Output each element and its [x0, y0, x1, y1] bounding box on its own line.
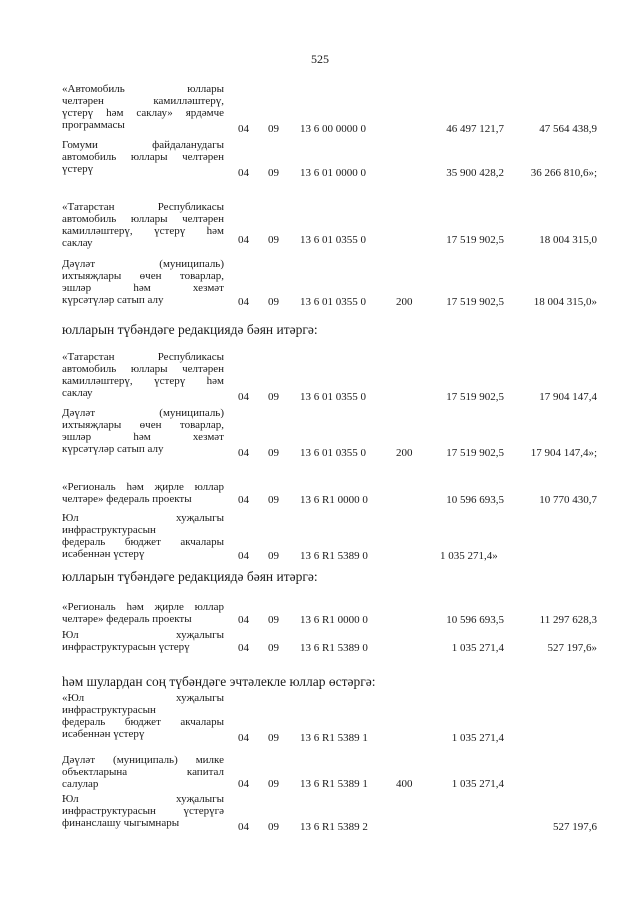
table-group-3: [0, 601, 640, 669]
name-line: исәбеннән үстерү: [62, 728, 145, 740]
instruction-add: һәм шулардан соң түбәндәге эчтәлекле юллар өстәргә:: [62, 674, 376, 689]
row-name: [62, 754, 224, 790]
row-name: [62, 258, 224, 306]
table-group-2: [0, 351, 640, 562]
section-code: 04: [238, 123, 249, 135]
subsection-code: 09: [268, 123, 279, 135]
name-line: ихтыяҗлары өчен товарлар,: [62, 270, 224, 282]
amount-year-1: 1 035 271,4: [451, 732, 504, 744]
section-code: 04: [238, 778, 249, 790]
name-line: Гомуми файдаланудагы: [62, 139, 224, 151]
subsection-code: 09: [268, 296, 279, 308]
subsection-code: 09: [268, 447, 279, 459]
name-line: Дәүләт (муниципаль): [62, 258, 224, 270]
amount-year-2: 527 197,6»: [547, 642, 597, 654]
table-row: [0, 407, 640, 481]
subsection-code: 09: [268, 732, 279, 744]
name-line: автомобиль юллары челтәрен: [62, 363, 224, 375]
name-line: күрсәтүләр сатып алу: [62, 443, 164, 455]
name-line: камилләштерү, үстерү һәм: [62, 375, 224, 387]
name-line: федераль бюджет акчалары: [62, 716, 224, 728]
section-code: 04: [238, 550, 249, 562]
subsection-code: 09: [268, 167, 279, 179]
name-line: Юл хуҗалыгы: [62, 512, 224, 524]
table-group-4: [0, 692, 640, 833]
name-line: «Татарстан Республикасы: [62, 351, 224, 363]
row-name: [62, 83, 224, 131]
table-row: [0, 258, 640, 308]
name-line: челтәре» федераль проекты: [62, 493, 192, 505]
amount-year-1: 1 035 271,4»: [440, 550, 498, 562]
target-article-code: 13 6 R1 5389 1: [300, 778, 368, 790]
name-line: федераль бюджет акчалары: [62, 536, 224, 548]
table-group-1: [0, 83, 640, 308]
amount-year-2: 18 004 315,0»: [533, 296, 597, 308]
name-line: челтәре» федераль проекты: [62, 613, 192, 625]
amount-year-1: 17 519 902,5: [446, 234, 504, 246]
expense-type-code: 200: [396, 447, 413, 459]
row-name: [62, 512, 224, 560]
section-code: 04: [238, 494, 249, 506]
name-line: камилләштерү, үстерү һәм: [62, 225, 224, 237]
table-row: [0, 692, 640, 754]
name-line: Юл хуҗалыгы: [62, 629, 224, 641]
section-code: 04: [238, 167, 249, 179]
name-line: исәбеннән үстерү: [62, 548, 145, 560]
row-name: [62, 407, 224, 455]
target-article-code: 13 6 R1 5389 0: [300, 550, 368, 562]
amount-year-1: 10 596 693,5: [446, 614, 504, 626]
name-line: «Автомобиль юллары: [62, 83, 224, 95]
amount-year-1: 46 497 121,7: [446, 123, 504, 135]
section-code: 04: [238, 821, 249, 833]
amount-year-2: 18 004 315,0: [539, 234, 597, 246]
subsection-code: 09: [268, 494, 279, 506]
name-line: күрсәтүләр сатып алу: [62, 294, 164, 306]
target-article-code: 13 6 01 0355 0: [300, 234, 366, 246]
name-line: автомобиль юллары челтәрен: [62, 213, 224, 225]
target-article-code: 13 6 R1 5389 0: [300, 642, 368, 654]
section-code: 04: [238, 296, 249, 308]
target-article-code: 13 6 01 0355 0: [300, 447, 366, 459]
subsection-code: 09: [268, 391, 279, 403]
row-name: [62, 481, 224, 505]
table-row: [0, 754, 640, 793]
section-code: 04: [238, 642, 249, 654]
amount-year-2: 17 904 147,4»;: [530, 447, 597, 459]
amount-year-2: 47 564 438,9: [539, 123, 597, 135]
target-article-code: 13 6 R1 0000 0: [300, 614, 368, 626]
subsection-code: 09: [268, 821, 279, 833]
target-article-code: 13 6 01 0355 0: [300, 391, 366, 403]
table-row: [0, 601, 640, 629]
amount-year-1: 17 519 902,5: [446, 296, 504, 308]
name-line: «Региональ һәм җирле юллар: [62, 601, 224, 613]
subsection-code: 09: [268, 550, 279, 562]
expense-type-code: 200: [396, 296, 413, 308]
section-code: 04: [238, 447, 249, 459]
row-name: [62, 793, 224, 829]
amount-year-1: 10 596 693,5: [446, 494, 504, 506]
row-name: [62, 139, 224, 175]
row-name: [62, 601, 224, 625]
name-line: үстерү һәм саклау» ярдәмче: [62, 107, 224, 119]
section-code: 04: [238, 614, 249, 626]
name-line: саклау: [62, 237, 93, 249]
name-line: эшләр һәм хезмәт: [62, 282, 224, 294]
name-line: Дәүләт (муниципаль): [62, 407, 224, 419]
target-article-code: 13 6 01 0355 0: [300, 296, 366, 308]
table-row: [0, 512, 640, 562]
section-code: 04: [238, 391, 249, 403]
name-line: инфраструктурасын: [62, 704, 156, 716]
row-name: [62, 351, 224, 399]
target-article-code: 13 6 00 0000 0: [300, 123, 366, 135]
name-line: инфраструктурасын үстерү: [62, 641, 190, 653]
amount-year-2: 11 297 628,3: [539, 614, 597, 626]
table-row: [0, 793, 640, 833]
name-line: инфраструктурасын: [62, 524, 156, 536]
instruction-replace-1: юлларын түбәндәге редакциядә бәян итәргә:: [62, 322, 318, 337]
name-line: салулар: [62, 778, 99, 790]
name-line: саклау: [62, 387, 93, 399]
subsection-code: 09: [268, 778, 279, 790]
target-article-code: 13 6 R1 5389 1: [300, 732, 368, 744]
target-article-code: 13 6 R1 0000 0: [300, 494, 368, 506]
subsection-code: 09: [268, 234, 279, 246]
table-row: [0, 481, 640, 512]
name-line: үстерү: [62, 163, 94, 175]
table-row: [0, 83, 640, 139]
name-line: «Региональ һәм җирле юллар: [62, 481, 224, 493]
row-name: [62, 201, 224, 249]
name-line: «Юл хуҗалыгы: [62, 692, 224, 704]
subsection-code: 09: [268, 614, 279, 626]
amount-year-1: 1 035 271,4: [451, 778, 504, 790]
name-line: Дәүләт (муниципаль) милке: [62, 754, 224, 766]
name-line: челтәрен камилләштерү,: [62, 95, 224, 107]
table-row: [0, 139, 640, 201]
name-line: инфраструктурасын үстерүгә: [62, 805, 224, 817]
table-row: [0, 201, 640, 258]
row-name: [62, 629, 224, 653]
amount-year-1: 17 519 902,5: [446, 447, 504, 459]
target-article-code: 13 6 01 0000 0: [300, 167, 366, 179]
amount-year-2: 36 266 810,6»;: [530, 167, 597, 179]
name-line: эшләр һәм хезмәт: [62, 431, 224, 443]
name-line: «Татарстан Республикасы: [62, 201, 224, 213]
amount-year-1: 1 035 271,4: [451, 642, 504, 654]
instruction-replace-2: юлларын түбәндәге редакциядә бәян итәргә:: [62, 569, 318, 584]
name-line: ихтыяҗлары өчен товарлар,: [62, 419, 224, 431]
target-article-code: 13 6 R1 5389 2: [300, 821, 368, 833]
name-line: объектларына капитал: [62, 766, 224, 778]
subsection-code: 09: [268, 642, 279, 654]
name-line: автомобиль юллары челтәрен: [62, 151, 224, 163]
row-name: [62, 692, 224, 740]
name-line: программасы: [62, 119, 125, 131]
section-code: 04: [238, 234, 249, 246]
amount-year-2: 527 197,6: [553, 821, 597, 833]
name-line: финанслашу чыгымнары: [62, 817, 180, 829]
amount-year-1: 17 519 902,5: [446, 391, 504, 403]
amount-year-1: 35 900 428,2: [446, 167, 504, 179]
table-row: [0, 351, 640, 407]
amount-year-2: 10 770 430,7: [539, 494, 597, 506]
name-line: Юл хуҗалыгы: [62, 793, 224, 805]
section-code: 04: [238, 732, 249, 744]
expense-type-code: 400: [396, 778, 413, 790]
amount-year-2: 17 904 147,4: [539, 391, 597, 403]
table-row: [0, 629, 640, 669]
page-number: 525: [311, 52, 329, 66]
